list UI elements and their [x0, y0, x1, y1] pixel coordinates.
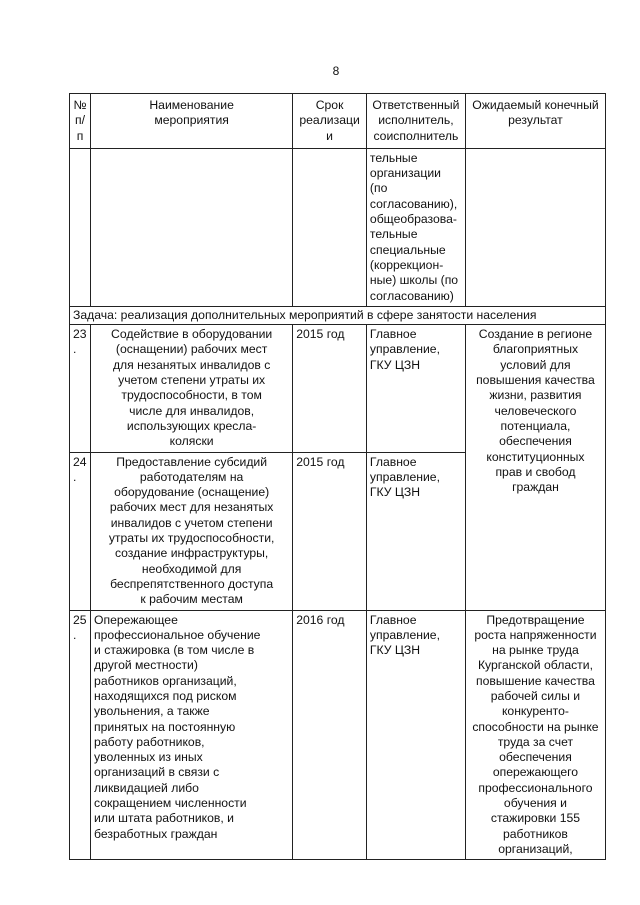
cell-executor: Главное управление, ГКУ ЦЗН	[366, 610, 465, 860]
cell-num: 23.	[70, 325, 91, 452]
cell-empty	[293, 148, 367, 306]
cell-empty	[465, 148, 605, 306]
task-row	[70, 306, 606, 324]
header-term: Срок реализации	[293, 94, 367, 149]
page-number: 8	[332, 64, 340, 78]
cell-num: 25.	[70, 610, 91, 860]
cell-executor: тельные организации (по согласованию), общеобразова- тельные специальные (коррекцион- ные) школы (по согласованию)	[366, 148, 465, 306]
table-row	[70, 610, 606, 860]
cell-executor: Главное управление, ГКУ ЦЗН	[366, 452, 465, 610]
cell-name: Опережающее профессиональное обучение и стажировка (в том числе в другой местности) работников организаций, находящихся под риском увольнения, а также принятых на постоянную работу работников, уволенных из иных организаций в связи с ликвидацией либо сокращением численности или штата работников, и безработных граждан	[91, 610, 293, 860]
header-num: № п/п	[70, 94, 91, 149]
cell-name: Предоставление субсидий работодателям на оборудование (оснащение) рабочих мест для незанятых инвалидов с учетом степени утраты их трудоспособности, создание инфраструктуры, необходимой для беспрепятственного доступа к рабочим местам	[91, 452, 293, 610]
measures-table	[69, 93, 606, 860]
table-row-continuation	[70, 148, 606, 306]
header-name: Наименование мероприятия	[91, 94, 293, 149]
task-text: Задача: реализация дополнительных мероприятий в сфере занятости населения	[70, 306, 606, 324]
cell-empty	[91, 148, 293, 306]
header-executor: Ответственный исполнитель, соисполнитель	[366, 94, 465, 149]
cell-result: Создание в регионе благоприятных условий для повышения качества жизни, развития человеческого потенциала, обеспечения конституционных прав и свобод граждан	[465, 325, 605, 610]
cell-result: Предотвращение роста напряженности на рынке труда Курганской области, повышение качества рабочей силы и конкуренто- способности на рынке труда за счет обеспечения опережающего профессионального обучения и стажировки 155 работников организаций,	[465, 610, 605, 860]
cell-term: 2015 год	[293, 325, 367, 452]
cell-executor: Главное управление, ГКУ ЦЗН	[366, 325, 465, 452]
table-header-row	[70, 94, 606, 149]
table-row	[70, 325, 606, 452]
cell-num: 24.	[70, 452, 91, 610]
cell-empty	[70, 148, 91, 306]
header-result: Ожидаемый конечный результат	[465, 94, 605, 149]
cell-term: 2016 год	[293, 610, 367, 860]
cell-term: 2015 год	[293, 452, 367, 610]
cell-name: Содействие в оборудовании (оснащении) рабочих мест для незанятых инвалидов с учетом степени утраты их трудоспособности, в том числе для инвалидов, использующих кресла- коляски	[91, 325, 293, 452]
